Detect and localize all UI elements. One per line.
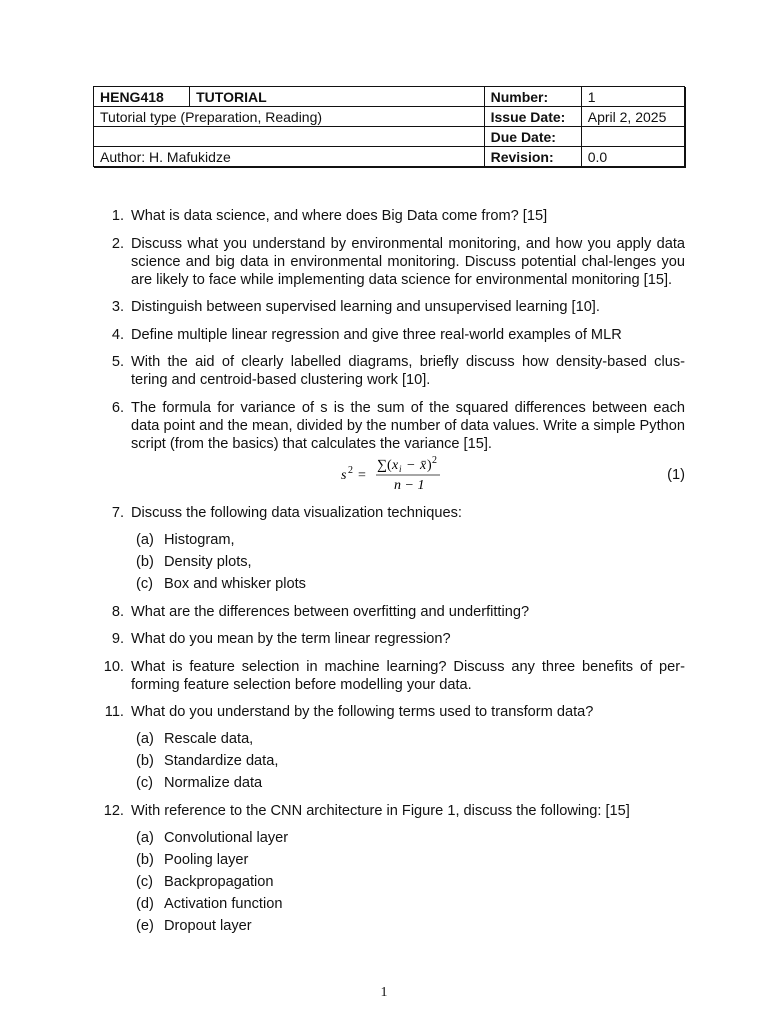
sub-question <box>131 829 685 847</box>
variance-formula <box>131 454 685 495</box>
question-4 <box>0 326 768 344</box>
question-number: 3. <box>111 299 124 315</box>
question-number: 11. <box>104 704 124 720</box>
formula-lhs-exponent: 2 <box>348 464 353 476</box>
question-12 <box>0 802 768 935</box>
formula-open-paren: ( <box>387 457 392 473</box>
question-list <box>0 207 768 944</box>
question-2 <box>0 235 768 289</box>
sub-question-text: Standardize data, <box>164 753 279 769</box>
formula-sum: ∑ <box>377 457 387 473</box>
formula-num-exponent: 2 <box>432 454 437 466</box>
sub-question-text: Activation function <box>164 895 283 912</box>
formula-close-paren: ) <box>427 457 432 473</box>
question-text: What do you mean by the term linear regression? <box>131 631 451 647</box>
formula-sub-i: i <box>399 463 402 474</box>
header-row-4 <box>94 147 685 167</box>
sub-question-text: Histogram, <box>164 532 235 548</box>
question-text: What is feature selection in machine learning? Discuss any three benefits of per-forming feature selection before modelling your data. <box>131 658 685 693</box>
sub-question-label: (c) <box>136 775 154 791</box>
sub-question-text: Box and whisker plots <box>164 576 306 592</box>
sub-question <box>131 575 685 593</box>
formula-x: x <box>392 457 399 473</box>
sub-question-list <box>131 829 685 935</box>
sub-question-text: Dropout layer <box>164 917 252 934</box>
formula-xbar: x̄ <box>420 457 427 473</box>
sub-question-text: Convolutional layer <box>164 829 289 846</box>
sub-question <box>131 774 685 792</box>
question-1 <box>0 207 768 225</box>
question-number: 4. <box>111 326 124 343</box>
question-number: 2. <box>111 235 124 252</box>
question-text: With the aid of clearly labelled diagrams, briefly discuss how density-based clus-tering and centroid-based clustering work [10]. <box>131 354 685 388</box>
question-text: With reference to the CNN architecture in Figure 1, discuss the following: [15] <box>131 802 630 819</box>
question-text: What are the differences between overfitting and underfitting? <box>131 603 530 620</box>
question-number: 6. <box>111 399 124 416</box>
question-number: 12. <box>103 802 124 819</box>
author: Author: H. Mafukidze <box>94 147 485 167</box>
sub-question-list <box>131 730 685 792</box>
question-8 <box>0 603 768 621</box>
sub-question <box>131 752 685 770</box>
course-code: HENG418 <box>94 87 190 107</box>
page-number: 1 <box>380 985 388 1000</box>
question-text: Discuss what you understand by environmental monitoring, and how you apply data science and big data in environmental monitoring. Discuss potential chal-lenges you are likely to face while implementing data science for environmental monitoring [15]. <box>131 235 685 288</box>
question-6 <box>0 399 768 495</box>
question-text: What do you understand by the following terms used to transform data? <box>131 704 594 720</box>
sub-question-label: (a) <box>136 829 154 846</box>
question-number: 5. <box>111 354 124 370</box>
revision-label: Revision: <box>484 147 581 167</box>
question-10 <box>0 658 768 694</box>
tutorial-type: Tutorial type (Preparation, Reading) <box>94 107 485 127</box>
formula-graphic <box>341 454 461 495</box>
question-number: 7. <box>111 505 124 521</box>
sub-question-label: (a) <box>136 532 154 548</box>
equation-number: (1) <box>667 466 685 483</box>
number-value: 1 <box>581 87 684 107</box>
formula-lhs: s <box>341 467 347 483</box>
sub-question <box>131 895 685 913</box>
header-table <box>93 86 685 167</box>
header-row-1 <box>94 87 685 107</box>
sub-question-label: (d) <box>136 895 154 912</box>
question-text: Distinguish between supervised learning and unsupervised learning [10]. <box>131 299 600 315</box>
due-date-value <box>581 127 684 147</box>
issue-date-label: Issue Date: <box>484 107 581 127</box>
sub-question <box>131 851 685 869</box>
sub-question-text: Pooling layer <box>164 851 249 868</box>
empty-cell <box>94 127 485 147</box>
sub-question-text: Normalize data <box>164 775 263 791</box>
question-7 <box>0 504 768 593</box>
header-row-2 <box>94 107 685 127</box>
question-text: Discuss the following data visualization techniques: <box>131 505 462 521</box>
question-9 <box>0 630 768 648</box>
sub-question-label: (b) <box>136 851 154 868</box>
question-11 <box>0 703 768 792</box>
number-label: Number: <box>484 87 581 107</box>
question-5 <box>0 353 768 389</box>
sub-question-label: (e) <box>136 917 154 934</box>
sub-question-label: (c) <box>136 576 154 592</box>
sub-question <box>131 730 685 748</box>
sub-question-text: Rescale data, <box>164 731 254 747</box>
due-date-label: Due Date: <box>484 127 581 147</box>
sub-question <box>131 531 685 549</box>
revision-value: 0.0 <box>581 147 684 167</box>
sub-question <box>131 873 685 891</box>
question-number: 10. <box>103 658 124 675</box>
sub-question-label: (b) <box>136 554 154 570</box>
sub-question-list <box>131 531 685 593</box>
question-3 <box>0 298 768 316</box>
question-text: The formula for variance of s is the sum of the squared differences between each data point and the mean, divided by the number of data values. Write a simple Python script (from the basics) that calculates the variance [15]. <box>131 399 685 452</box>
sub-question-label: (c) <box>136 873 154 890</box>
issue-date-value: April 2, 2025 <box>581 107 684 127</box>
document-type: TUTORIAL <box>190 87 484 107</box>
question-text: What is data science, and where does Big Data come from? [15] <box>131 208 548 224</box>
formula-denominator: n − 1 <box>394 477 425 493</box>
sub-question-label: (a) <box>136 731 154 747</box>
question-number: 8. <box>111 603 124 620</box>
question-text: Define multiple linear regression and give three real-world examples of MLR <box>131 326 622 343</box>
formula-equals: = <box>358 467 366 483</box>
question-number: 9. <box>111 631 124 647</box>
sub-question-text: Backpropagation <box>164 873 274 890</box>
sub-question-text: Density plots, <box>164 554 252 570</box>
sub-question <box>131 917 685 935</box>
header-row-3 <box>94 127 685 147</box>
formula-minus: − <box>407 457 415 473</box>
sub-question-label: (b) <box>136 753 154 769</box>
question-number: 1. <box>111 208 124 224</box>
sub-question <box>131 553 685 571</box>
